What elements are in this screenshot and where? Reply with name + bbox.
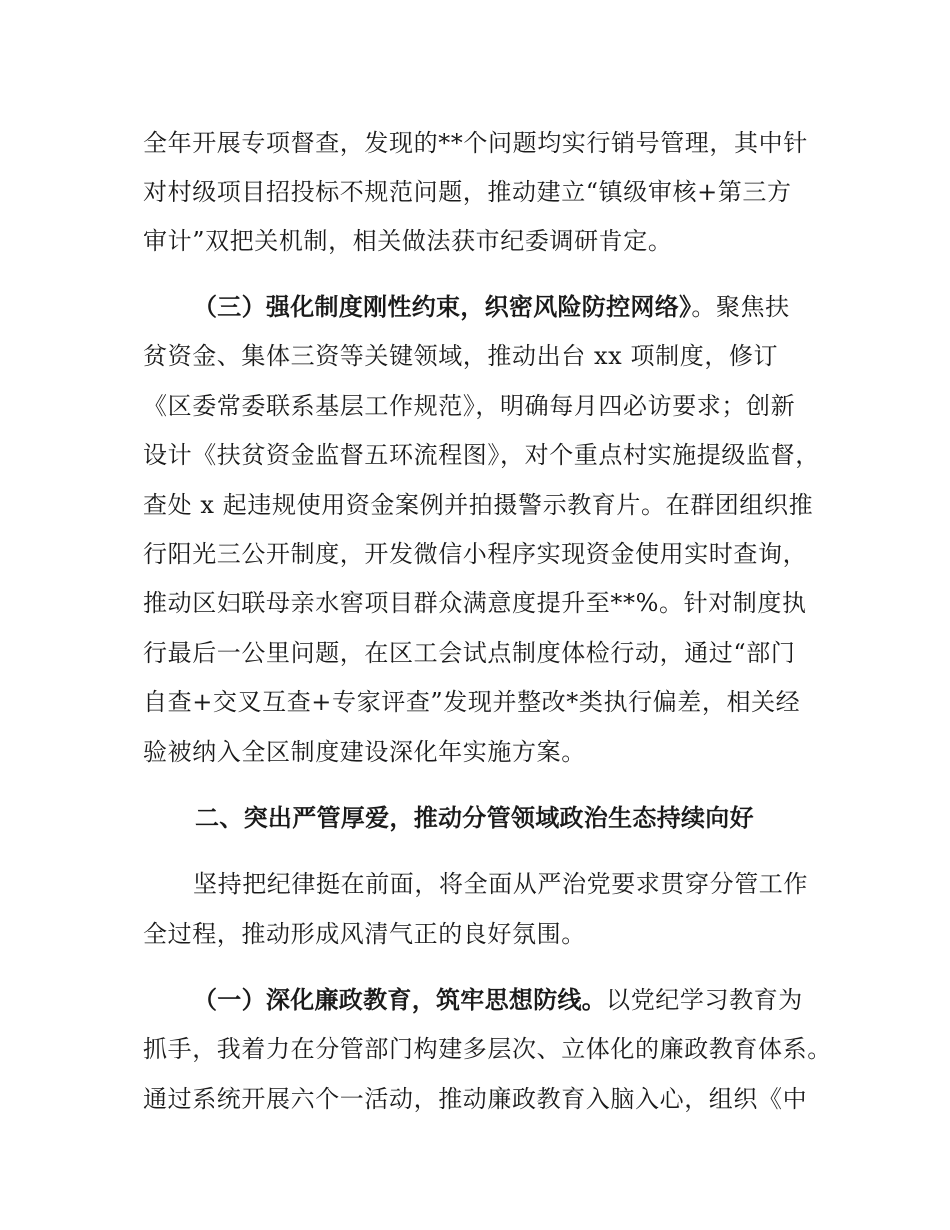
- paragraph-line: 设计《扶贫资金监督五环流程图》，对个重点村实施提级监督，: [143, 441, 820, 469]
- paragraph-line: 全年开展专项督查，发现的**个问题均实行销号管理，其中针: [143, 129, 808, 157]
- paragraph-line: 行阳光三公开制度，开发微信小程序实现资金使用实时查询，: [143, 540, 808, 568]
- paragraph-first-line: [193, 980, 803, 1020]
- paragraph-text: 以党纪学习教育为: [606, 986, 803, 1014]
- paragraph-line: 通过系统开展六个一活动，推动廉政教育入脑入心，组织《中: [143, 1085, 808, 1113]
- paragraph-line: 坚持把纪律挺在前面，将全面从严治党要求贯穿分管工作: [193, 870, 808, 898]
- paragraph-first-line: [193, 287, 790, 327]
- section-heading: 二、突出严管厚爱，推动分管领域政治生态持续向好: [195, 804, 754, 832]
- paragraph-line: 《区委常委联系基层工作规范》，明确每月四必访要求；创新: [143, 392, 796, 420]
- subsection-heading: （一）深化廉政教育，筑牢思想防线。: [193, 986, 607, 1014]
- paragraph-line: 推动区妇联母亲水窖项目群众满意度提升至**%。针对制度执: [143, 589, 807, 617]
- paragraph-line: 自查+交叉互查+专家评查”发现并整改*类执行偏差，相关经: [143, 688, 801, 716]
- paragraph-line: 查处 x 起违规使用资金案例并拍摄警示教育片。在群团组织推: [143, 491, 814, 519]
- subsection-heading: （三）强化制度刚性约束，织密风险防控网络》: [193, 293, 692, 321]
- paragraph-line: 抓手，我着力在分管部门构建多层次、立体化的廉政教育体系。: [143, 1035, 832, 1063]
- paragraph-line: 行最后一公里问题，在区工会试点制度体检行动，通过“部门: [143, 639, 796, 667]
- paragraph-line: 验被纳入全区制度建设深化年实施方案。: [143, 738, 586, 766]
- paragraph-line: 对村级项目招投标不规范问题，推动建立“镇级审核+第三方: [143, 178, 792, 206]
- paragraph-line: 全过程，推动形成风清气正的良好氛围。: [143, 920, 586, 948]
- paragraph-text: 。聚焦扶: [691, 293, 790, 321]
- paragraph-line: 审计”双把关机制，相关做法获市纪委调研肯定。: [143, 227, 673, 255]
- paragraph-line: 贫资金、集体三资等关键领域，推动出台 xx 项制度，修订: [143, 342, 779, 370]
